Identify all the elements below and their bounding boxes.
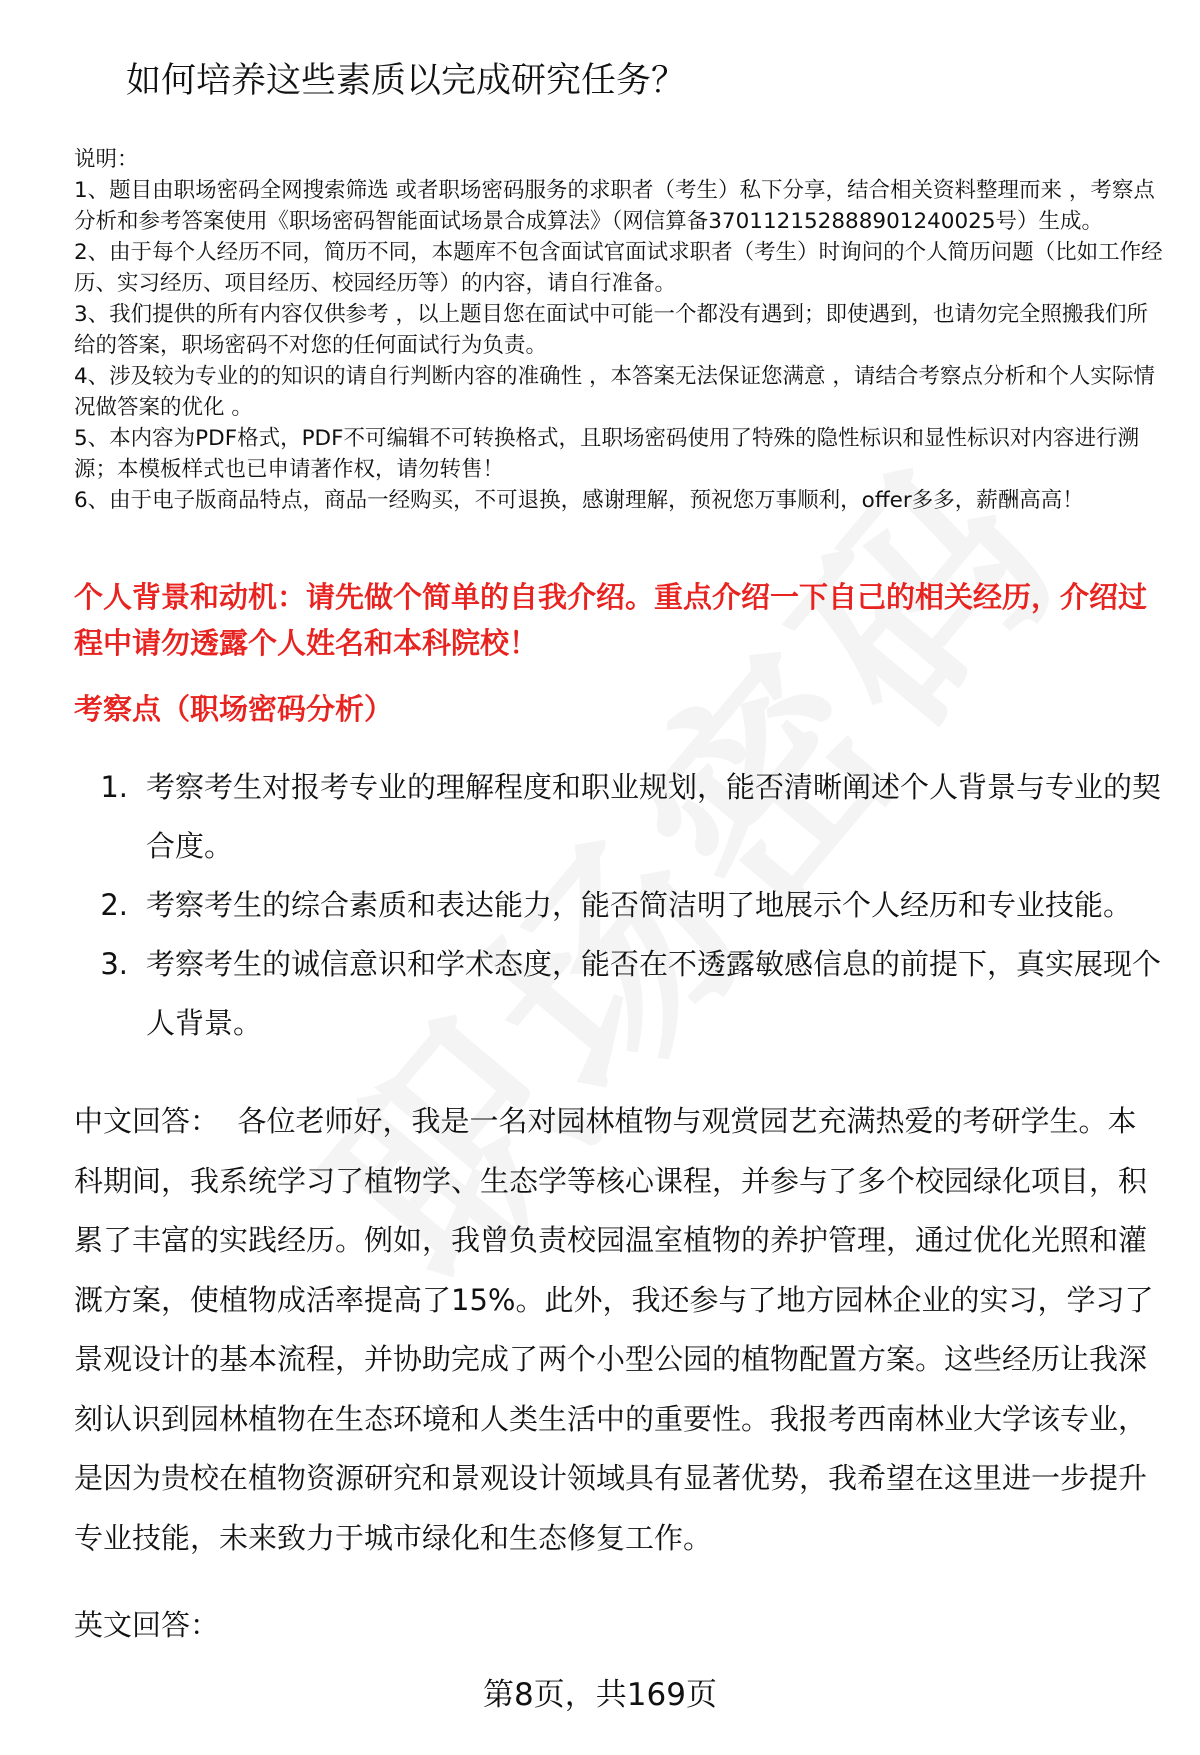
answer-en-label: 英文回答： (74, 1608, 220, 1642)
answer-cn-text: 各位老师好，我是一名对园林植物与观赏园艺充满热爱的考研学生。本科期间，我系统学习了植物学、生态学等核心课程，并参与了多个校园绿化项目，积累了丰富的实践经历。例如，我曾负责校园温室植物的养护管理，通过优化光照和灌溉方案，使植物成活率提高了15%。此外，我还参与了地方园林企业的实习，学习了景观设计的基本流程，并协助完成了两个小型公园的植物配置方案。这些经历让我深刻认识到园林植物在生态环境和人类生活中的重要性。我报考西南林业大学该专业，是因为贵校在植物资源研究和景观设计领域具有显著优势，我希望在这里进一步提升专业技能，未来致力于城市绿化和生态修复工作。 (74, 1104, 1154, 1555)
note-item: 4、涉及较为专业的的知识的请自行判断内容的准确性 ，本答案无法保证您满意 ，请结合考察点分析和个人实际情况做答案的优化 。 (74, 364, 1155, 420)
page-footer: 第8页，共169页 (483, 1677, 717, 1713)
page-title: 如何培养这些素质以完成研究任务？ (126, 61, 687, 101)
note-item: 1、题目由职场密码全网搜索筛选 或者职场密码服务的求职者（考生）私下分享，结合相关资料整理而来 ，考察点分析和参考答案使用《职场密码智能面试场景合成算法》（网信算备370112152888901240025号）生成。 (74, 178, 1155, 234)
answer-cn (74, 1092, 1164, 1568)
note-item: 2、由于每个人经历不同，简历不同，本题库不包含面试官面试求职者（考生）时询问的个人简历问题（比如工作经历、实习经历、项目经历、校园经历等）的内容，请自行准备。 (74, 240, 1163, 296)
list-item-text: 考察考生对报考专业的理解程度和职业规划，能否清晰阐述个人背景与专业的契合度。 (146, 770, 1162, 863)
list-item (74, 758, 1164, 876)
kaochadian-list (74, 758, 1164, 1053)
question-heading: 个人背景和动机：请先做个简单的自我介绍。重点介绍一下自己的相关经历，介绍过程中请勿透露个人姓名和本科院校！ (74, 580, 1148, 660)
answer-cn-label: 中文回答： (74, 1104, 220, 1138)
list-item-number: 1. (100, 770, 128, 804)
note-item: 3、我们提供的所有内容仅供参考 ，以上题目您在面试中可能一个都没有遇到；即使遇到，也请勿完全照搬我们所给的答案，职场密码不对您的任何面试行为负责。 (74, 302, 1149, 358)
kaochadian-heading: 考察点（职场密码分析） (74, 692, 394, 726)
note-item: 5、本内容为PDF格式，PDF不可编辑不可转换格式，且职场密码使用了特殊的隐性标识和显性标识对内容进行溯源；本模板样式也已申请著作权，请勿转售！ (74, 426, 1139, 482)
list-item-number: 2. (100, 888, 128, 922)
note-item: 6、由于电子版商品特点，商品一经购买，不可退换，感谢理解，预祝您万事顺利，offer多多，薪酬高高！ (74, 488, 1084, 513)
list-item-text: 考察考生的诚信意识和学术态度，能否在不透露敏感信息的前提下，真实展现个人背景。 (146, 947, 1162, 1040)
notes-section (74, 144, 1164, 516)
notes-label: 说明： (74, 147, 139, 172)
list-item (74, 935, 1164, 1053)
list-item-text: 考察考生的综合素质和表达能力，能否简洁明了地展示个人经历和专业技能。 (146, 888, 1133, 922)
list-item-number: 3. (100, 947, 128, 981)
list-item (74, 876, 1164, 935)
